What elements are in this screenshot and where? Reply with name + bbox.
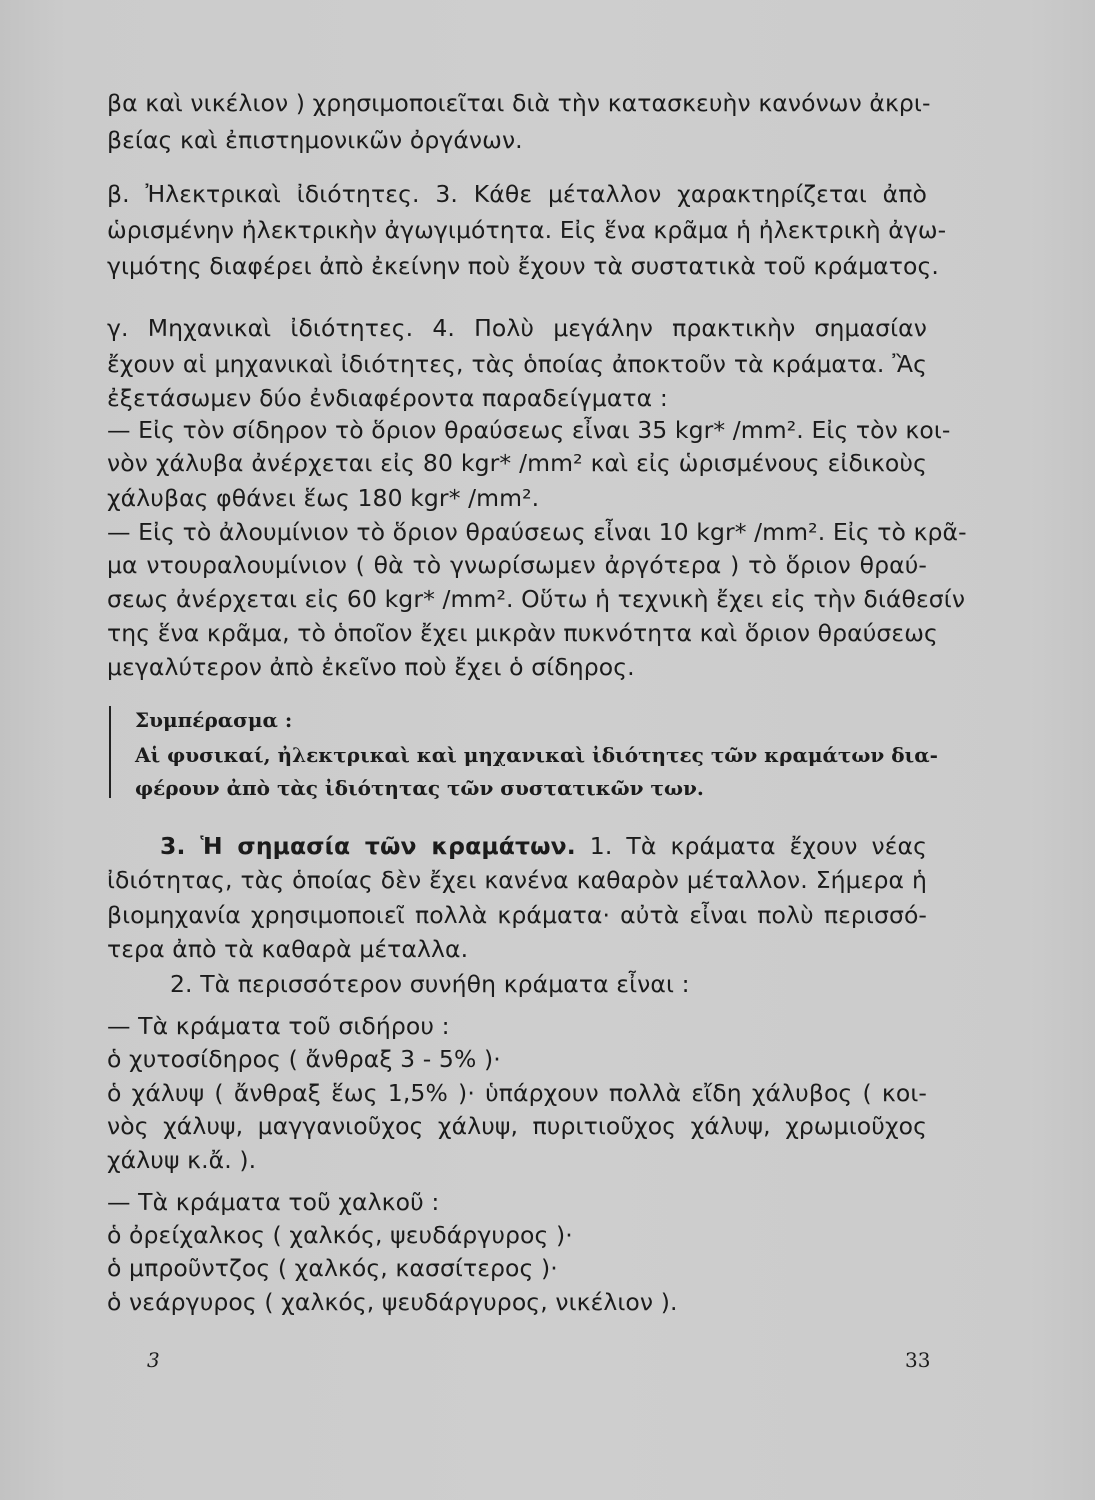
text-line: νὸς χάλυψ, μαγγανιοῦχος χάλυψ, πυριτιοῦχος χάλυψ, χρωμιοῦχος [107, 1112, 927, 1140]
text-line: βιομηχανία χρησιμοποιεῖ πολλὰ κράματα· αὐτὰ εἶναι πολὺ περισσό- [107, 901, 927, 929]
text-line: βείας καὶ ἐπιστημονικῶν ὀργάνων. [107, 126, 523, 154]
text-line: ὁ ὀρείχαλκος ( χαλκός, ψευδάργυρος )· [107, 1221, 573, 1249]
text-line: 2. Τὰ περισσότερον συνήθη κράματα εἶναι : [170, 970, 690, 998]
section3-heading: 3. Ἡ σημασία τῶν κραμάτων. [160, 832, 576, 860]
text-line: ἰδιότητας, τὰς ὁποίας δὲν ἔχει κανένα καθαρὸν μέταλλον. Σήμερα ἡ [107, 866, 927, 894]
electric-heading: β. Ἠλεκτρικαὶ ἰδιότητες. [107, 180, 420, 208]
text-line: — Τὰ κράματα τοῦ χαλκοῦ : [107, 1188, 440, 1216]
text-line: σεως ἀνέρχεται εἰς 60 kgr* /mm². Οὕτω ἡ τεχνικὴ ἔχει εἰς τὴν διάθεσίν [107, 585, 966, 613]
conclusion-rule [109, 706, 111, 798]
text-line: ὁ χυτοσίδηρος ( ἄνθραξ 3 - 5% )· [107, 1045, 501, 1073]
text-line: νὸν χάλυβα ἀνέρχεται εἰς 80 kgr* /mm² καὶ εἰς ὡρισμένους εἰδικοὺς [107, 449, 927, 477]
text-line: ὁ νεάργυρος ( χαλκός, ψευδάργυρος, νικέλιον ). [107, 1288, 678, 1316]
text-span: 4. Πολὺ μεγάλην πρακτικὴν σημασίαν [413, 314, 927, 342]
text-line: βα καὶ νικέλιον ) χρησιμοποιεῖται διὰ τὴν κατασκευὴν κανόνων ἀκρι- [107, 89, 931, 117]
mechanical-heading-line [107, 311, 927, 345]
text-line: μα ντουραλουμίνιον ( θὰ τὸ γνωρίσωμεν ἀργότερα ) τὸ ὅριον θραύ- [107, 551, 927, 579]
conclusion-text: φέρουν ἀπὸ τὰς ἰδιότητας τῶν συστατικῶν των. [135, 776, 704, 800]
section3-heading-line [160, 829, 927, 863]
text-span: 3. Κάθε μέταλλον χαρακτηρίζεται ἀπὸ [419, 180, 927, 208]
text-line: — Εἰς τὸν σίδηρον τὸ ὅριον θραύσεως εἶναι 35 kgr* /mm². Εἰς τὸν κοι- [107, 416, 951, 444]
text-line: — Τὰ κράματα τοῦ σιδήρου : [107, 1012, 450, 1040]
conclusion-label: Συμπέρασμα : [135, 708, 293, 732]
text-line: ἔχουν αἱ μηχανικαὶ ἰδιότητες, τὰς ὁποίας ἀποκτοῦν τὰ κράματα. Ἂς [107, 350, 927, 378]
text-line: μεγαλύτερον ἀπὸ ἐκεῖνο ποὺ ἔχει ὁ σίδηρος. [107, 653, 635, 681]
text-line: χάλυβας φθάνει ἕως 180 kgr* /mm². [107, 484, 540, 512]
page-number: 33 [905, 1348, 931, 1372]
text-line: της ἕνα κρᾶμα, τὸ ὁποῖον ἔχει μικρὰν πυκνότητα καὶ ὅριον θραύσεως [107, 619, 938, 647]
text-span: 1. Τὰ κράματα ἔχουν νέας [575, 832, 927, 860]
conclusion-text: Αἱ φυσικαί, ἠλεκτρικαὶ καὶ μηχανικαὶ ἰδιότητες τῶν κραμάτων δια- [135, 743, 938, 767]
text-line: τερα ἀπὸ τὰ καθαρὰ μέταλλα. [107, 935, 469, 963]
text-line: ἐξετάσωμεν δύο ἐνδιαφέροντα παραδείγματα : [107, 384, 668, 412]
text-line: ὁ χάλυψ ( ἄνθραξ ἕως 1,5% )· ὑπάρχουν πολλὰ εἴδη χάλυβος ( κοι- [107, 1079, 927, 1107]
signature-mark: 3 [147, 1348, 160, 1372]
text-line: ὁ μπροῦντζος ( χαλκός, κασσίτερος )· [107, 1254, 558, 1282]
text-line: γιμότης διαφέρει ἀπὸ ἐκείνην ποὺ ἔχουν τὰ συστατικὰ τοῦ κράματος. [107, 252, 939, 280]
electric-heading-line [107, 177, 927, 211]
mechanical-heading: γ. Μηχανικαὶ ἰδιότητες. [107, 314, 414, 342]
text-line: χάλυψ κ.ἄ. ). [107, 1146, 257, 1174]
text-line: ὡρισμένην ἠλεκτρικὴν ἀγωγιμότητα. Εἰς ἕνα κρᾶμα ἡ ἠλεκτρικὴ ἀγω- [107, 216, 947, 244]
text-line: — Εἰς τὸ ἀλουμίνιον τὸ ὅριον θραύσεως εἶναι 10 kgr* /mm². Εἰς τὸ κρᾶ- [107, 518, 967, 546]
